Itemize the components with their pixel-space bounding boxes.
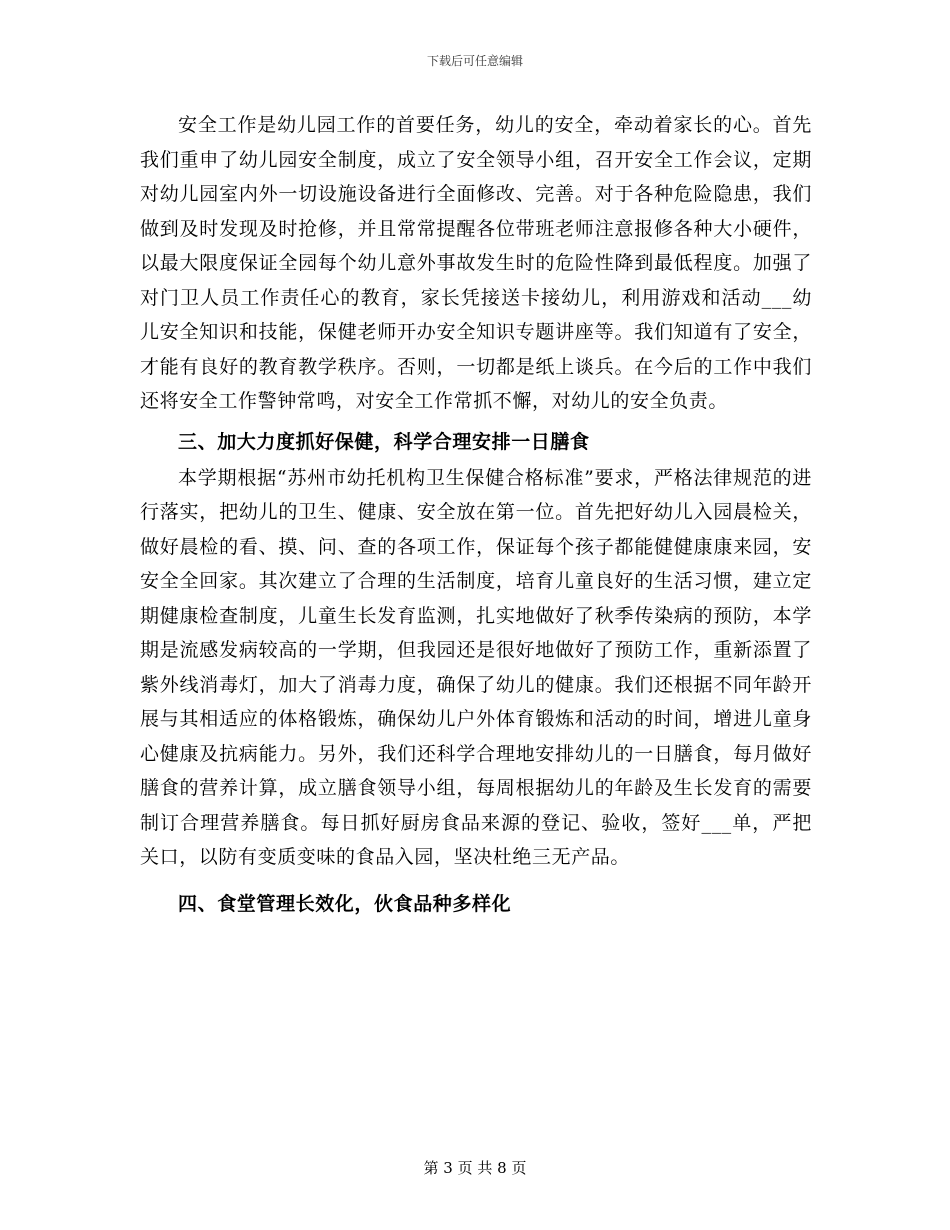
paragraph-safety: 安全工作是幼儿园工作的首要任务，幼儿的安全，牵动着家长的心。首先我们重申了幼儿园安全制度，成立了安全领导小组，召开安全工作会议，定期对幼儿园室内外一切设施设备进行全面修改、完善。对于各种危险隐患，我们做到及时发现及时抢修，并且常常提醒各位带班老师注意报修各种大小硬件，以最大限度保证全园每个幼儿意外事故发生时的危险性降到最低程度。加强了对门卫人员工作责任心的教育，家长凭接送卡接幼儿，利用游戏和活动___幼儿安全知识和技能，保健老师开办安全知识专题讲座等。我们知道有了安全，才能有良好的教育教学秩序。否则，一切都是纸上谈兵。在今后的工作中我们还将安全工作警钟常鸣，对安全工作常抓不懈，对幼儿的安全负责。 xyxy=(140,114,812,412)
document-body xyxy=(140,108,812,923)
paragraph-health: 本学期根据“苏州市幼托机构卫生保健合格标准”要求，严格法律规范的进行落实，把幼儿的卫生、健康、安全放在第一位。首先把好幼儿入园晨检关，做好晨检的看、摸、问、查的各项工作，保证每个孩子都能健健康康来园，安安全全回家。其次建立了合理的生活制度，培育儿童良好的生活习惯，建立定期健康检查制度，儿童生长发育监测，扎实地做好了秋季传染病的预防，本学期是流感发病较高的一学期，但我园还是很好地做好了预防工作，重新添置了紫外线消毒灯，加大了消毒力度，确保了幼儿的健康。我们还根据不同年龄开展与其相适应的体格锻炼，确保幼儿户外体育锻炼和活动的时间，增进儿童身心健康及抗病能力。另外，我们还科学合理地安排幼儿的一日膳食，每月做好膳食的营养计算，成立膳食领导小组，每周根据幼儿的年龄及生长发育的需要制订合理营养膳食。每日抓好厨房食品来源的登记、验收，签好___单，严把关口，以防有变质变味的食品入园，坚决杜绝三无产品。 xyxy=(140,466,812,868)
page-number: 第 3 页 共 8 页 xyxy=(423,1159,527,1177)
section-heading-3: 三、加大力度抓好保健，科学合理安排一日膳食 xyxy=(178,430,590,453)
section-heading-4: 四、食堂管理长效化，伙食品种多样化 xyxy=(178,892,512,915)
page-header: 下载后可任意编辑 xyxy=(426,54,523,68)
